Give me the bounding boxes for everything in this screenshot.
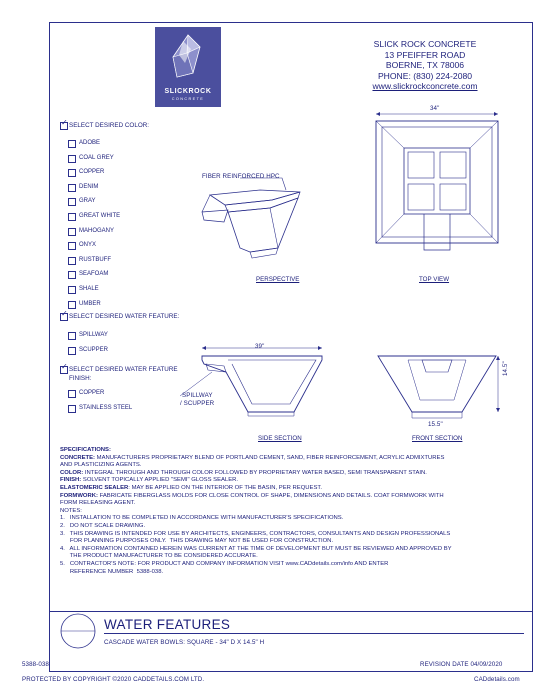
color-option-checkbox[interactable] bbox=[68, 301, 76, 309]
finish-option-checkbox[interactable] bbox=[68, 405, 76, 413]
copyright-text: PROTECTED BY COPYRIGHT ©2020 CADDETAILS.COM LTD. bbox=[22, 676, 205, 683]
color-option-label: SEAFOAM bbox=[79, 271, 109, 278]
caddetails-link[interactable]: CADdetails.com bbox=[474, 676, 520, 683]
formwork-text-2: FORM RELEASING AGENT. bbox=[60, 500, 136, 507]
finish-label: FINISH: bbox=[60, 477, 82, 484]
color-option-label: MAHOGANY bbox=[79, 227, 115, 234]
note-line: THE PRODUCT MANUFACTURER TO BE CONSIDERED ACCURATE. bbox=[60, 553, 258, 560]
finish-header-sub: FINISH: bbox=[69, 375, 92, 382]
note-line: 1. INSTALLATION TO BE COMPLETED IN ACCORDANCE WITH MANUFACTURER'S SPECIFICATIONS. bbox=[60, 515, 344, 522]
color-option-label: RUSTBUFF bbox=[79, 256, 111, 263]
company-info bbox=[345, 39, 505, 92]
color-option-label: GREAT WHITE bbox=[79, 213, 121, 219]
color-option-label: SHALE bbox=[79, 286, 99, 292]
front-section-drawing bbox=[374, 350, 504, 430]
feature-option-checkbox[interactable] bbox=[68, 332, 76, 340]
side-section-drawing bbox=[198, 340, 328, 420]
notes-list bbox=[60, 515, 515, 576]
color-option-checkbox[interactable] bbox=[68, 213, 76, 221]
color-label: COLOR: bbox=[60, 469, 84, 476]
finish-text: SOLVENT TOPICALLY APPLIED "SEMI" GLOSS SEALER. bbox=[82, 477, 239, 484]
titleblock-subtitle: CASCADE WATER BOWLS: SQUARE - 34" D X 14.5" H bbox=[104, 639, 265, 646]
rock-logo-icon bbox=[155, 27, 221, 87]
titleblock-circle-icon bbox=[60, 613, 96, 649]
side-callout-1: SPILLWAY bbox=[182, 392, 213, 399]
reference-number: 5388-038 bbox=[22, 661, 49, 668]
company-address-1: 13 PFEIFFER ROAD bbox=[384, 49, 466, 60]
color-option-label: COAL GREY bbox=[79, 154, 114, 161]
color-option-label: ADOBE bbox=[79, 140, 101, 146]
concrete-text-2: AND PLASTICIZING AGENTS. bbox=[60, 462, 142, 469]
color-header: SELECT DESIRED COLOR: bbox=[69, 122, 150, 129]
color-option-checkbox[interactable] bbox=[68, 155, 76, 163]
company-address-2: BOERNE, TX 78006 bbox=[385, 60, 465, 70]
specs-title: SPECIFICATIONS: bbox=[60, 447, 111, 453]
check-mark-icon: ✓ bbox=[61, 118, 68, 127]
notes-title: NOTES: bbox=[60, 507, 82, 514]
check-mark-icon: ✓ bbox=[61, 362, 68, 371]
company-name: SLICK ROCK CONCRETE bbox=[373, 39, 477, 49]
color-option-label: COPPER bbox=[79, 169, 105, 176]
perspective-label: PERSPECTIVE bbox=[256, 276, 300, 283]
logo-subtext: CONCRETE bbox=[171, 97, 205, 101]
logo-text: SLICKROCK bbox=[164, 88, 212, 95]
feature-option-label: SCUPPER bbox=[79, 347, 109, 353]
top-dim-label: 34" bbox=[430, 105, 440, 112]
perspective-drawing bbox=[190, 170, 310, 260]
formwork-label: FORMWORK: bbox=[60, 492, 98, 499]
color-option-checkbox[interactable] bbox=[68, 286, 76, 294]
finish-header: SELECT DESIRED WATER FEATURE bbox=[69, 366, 178, 373]
feature-header: SELECT DESIRED WATER FEATURE: bbox=[69, 313, 180, 320]
color-option-label: ONYX bbox=[79, 242, 97, 249]
color-option-checkbox[interactable] bbox=[68, 271, 76, 279]
company-phone: PHONE: (830) 224-2080 bbox=[377, 70, 473, 81]
note-line: 5. CONTRACTOR'S NOTE: FOR PRODUCT AND COMPANY INFORMATION VISIT www.CADdetails.com/info AND ENTER bbox=[60, 560, 389, 567]
revision-date: REVISION DATE 04/09/2020 bbox=[420, 661, 503, 668]
side-callout-2: / SCUPPER bbox=[180, 400, 215, 407]
note-line: 2. DO NOT SCALE DRAWING. bbox=[60, 522, 146, 529]
finish-option-label: STAINLESS STEEL bbox=[79, 404, 133, 411]
color-option-checkbox[interactable] bbox=[68, 242, 76, 250]
titleblock-divider-top bbox=[49, 611, 533, 612]
company-logo bbox=[155, 27, 221, 107]
sealer-text: : MAY BE APPLIED ON THE INTERIOR OF THE BASIN, PER REQUEST. bbox=[128, 484, 322, 491]
top-view-label: TOP VIEW bbox=[419, 276, 450, 283]
color-option-checkbox[interactable] bbox=[68, 184, 76, 192]
color-option-label: DENIM bbox=[79, 183, 99, 190]
finish-option-checkbox[interactable] bbox=[68, 390, 76, 398]
feature-option-label: SPILLWAY bbox=[79, 332, 108, 338]
side-dim-label: 39" bbox=[255, 343, 265, 350]
side-section-label: SIDE SECTION bbox=[258, 435, 302, 442]
color-option-checkbox[interactable] bbox=[68, 257, 76, 265]
note-line: REFERENCE NUMBER 5388-038. bbox=[60, 568, 164, 575]
front-section-label: FRONT SECTION bbox=[412, 435, 463, 442]
finish-option-label: COPPER bbox=[79, 390, 105, 396]
note-line: FOR PLANNING PURPOSES ONLY. THIS DRAWING MAY NOT BE USED FOR CONSTRUCTION. bbox=[60, 538, 334, 545]
color-option-checkbox[interactable] bbox=[68, 169, 76, 177]
top-view-drawing bbox=[372, 108, 502, 258]
concrete-text-1: MANUFACTURERS PROPRIETARY BLEND OF PORTLAND CEMENT, SAND, FIBER REINFORCEMENT, ACRYLIC ADMIXTURES bbox=[96, 454, 445, 461]
titleblock-title: WATER FEATURES bbox=[104, 617, 231, 632]
feature-option-checkbox[interactable] bbox=[68, 347, 76, 355]
specifications-block bbox=[60, 447, 515, 576]
company-website: www.slickrockconcrete.com bbox=[372, 81, 478, 91]
color-option-checkbox[interactable] bbox=[68, 140, 76, 148]
front-height-dim: 14.5" bbox=[502, 361, 509, 376]
formwork-text-1: FABRICATE FIBERGLASS MOLDS FOR CLOSE CONTROL OF SHAPE, DIMENSIONS AND DETAILS. COAT FORMWORK WITH bbox=[99, 492, 444, 499]
sealer-label: ELASTOMERIC SEALER bbox=[60, 484, 129, 491]
color-option-label: UMBER bbox=[79, 300, 101, 307]
color-option-label: GRAY bbox=[79, 198, 96, 205]
concrete-label: CONCRETE: bbox=[60, 454, 96, 461]
titleblock-divider bbox=[104, 633, 524, 634]
color-text: INTEGRAL THROUGH AND THROUGH COLOR FOLLOWED BY PROPRIETARY WATER BASED, SEMI TRANSPARENT STAIN. bbox=[84, 469, 427, 476]
note-line: 4. ALL INFORMATION CONTAINED HEREIN WAS CURRENT AT THE TIME OF DEVELOPMENT BUT MUST BE REVIEWED AND APPROVED BY bbox=[60, 545, 452, 552]
note-line: 3. THIS DRAWING IS INTENDED FOR USE BY ARCHITECTS, ENGINEERS, CONTRACTORS, CONSULTANTS AND DESIGN PROFESSIONALS bbox=[60, 530, 451, 537]
front-base-dim: 15.5" bbox=[428, 421, 443, 428]
check-mark-icon: ✓ bbox=[61, 309, 68, 318]
perspective-callout: FIBER REINFORCED HPC bbox=[202, 173, 280, 180]
color-option-checkbox[interactable] bbox=[68, 198, 76, 206]
color-option-checkbox[interactable] bbox=[68, 228, 76, 236]
